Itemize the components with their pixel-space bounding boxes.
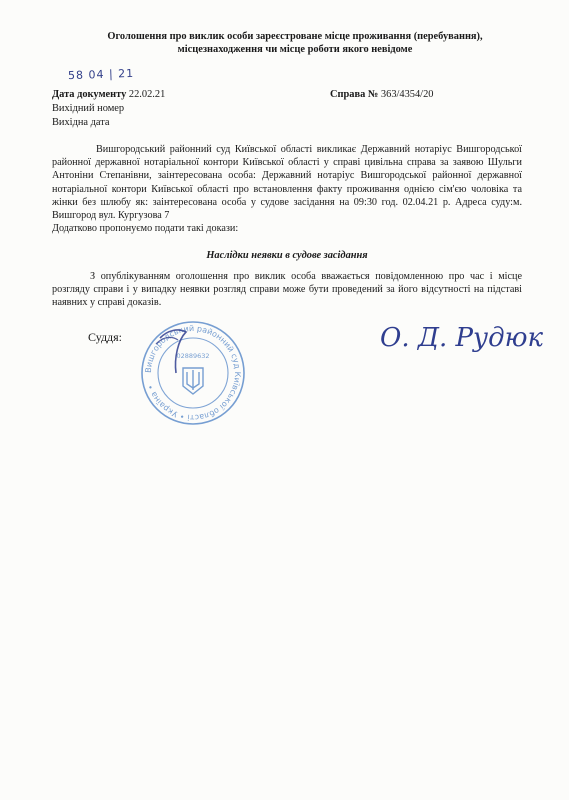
consequences-body [52,270,522,310]
title-line-1: Оголошення про виклик особи зареєстроване місце проживання (перебування), [107,31,483,42]
evidence-paragraph: Додатково пропонуємо подати такі докази: [52,223,239,235]
case-label: Справа № [330,89,379,100]
consequences-paragraph: З опублікуванням оголошення про виклик особа вважається повідомленною про час і місце розгляду справи і у випадку неявки розгляд справи може бути проведений за його відсутності на підставі наявних у справі доказів. [52,271,522,309]
outgoing-number-label: Вихідний номер [52,103,125,114]
date-value: 22.02.21 [128,89,166,100]
date-label: Дата документу [52,89,127,100]
judge-signature [378,316,548,356]
title-line-2: місцезнаходження чи місце роботи якого невідоме [177,44,413,55]
summons-paragraph: Вишгородський районний суд Київської області викликає Державний нотаріус Вишгородської районної державної нотаріальної контори Київської області у справі цивільна справа за заявою Шульги Антоніни Степанівни, заінтересована особа: Державний нотаріус Вишгородської районної державної нотаріальної контори Київської області про встановлення факту проживання однією сім'єю чоловіка та жінки без шлюбу як: заінтересована особа у судове засідання на 09:30 год. 02.04.21 р. Адреса суду:м. Вишгород вул. Кургузова 7 [52,144,522,222]
court-seal-stamp [138,318,248,428]
svg-text:02889632: 02889632 [176,352,210,360]
signature-text: О. Д. Рудюк [380,323,543,353]
judge-label: Суддя: [88,330,123,344]
summons-body [52,143,522,235]
trident-emblem-icon [183,368,203,394]
case-value: 363/4354/20 [380,89,434,100]
outgoing-date-label: Вихідна дата [52,117,110,128]
handwritten-registration-number: 58 04 | 21 [67,66,135,83]
consequences-heading: Наслідки неявки в судове засідання [206,250,368,261]
document-title [60,30,530,56]
document-meta [52,88,165,130]
case-number [330,88,433,102]
svg-text:Вишгородський районний суд Киї: Вишгородський районний суд Київської області • Україна • [143,323,243,423]
